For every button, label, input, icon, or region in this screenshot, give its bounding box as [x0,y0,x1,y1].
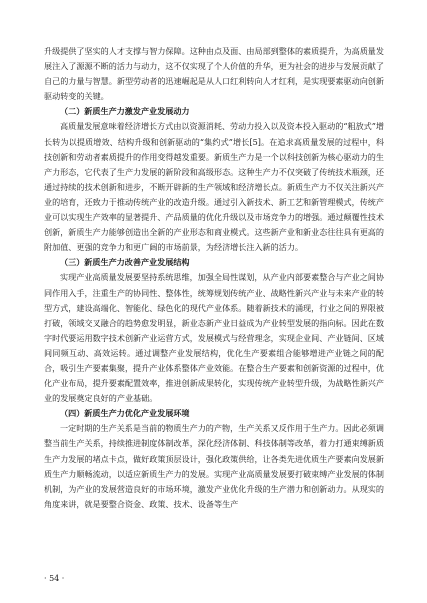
section-heading-industry-environment: （四）新质生产力优化产业发展环境 [60,408,190,419]
page-number: · 54 · [44,574,65,583]
document-page [44,44,384,512]
paragraph-industry-structure: 实现产业高质量发展要坚持系统思维，加强全局性谋划，从产业内部要素整合与产业之间协同作用入手，注重生产的协同性、整体性，统筹规划传统产业、战略性新兴产业与未来产业的转型方式，建设高端化、智能化、绿色化的现代产业体系。随着新技术的涌现，行业之间的界限被打破，领域交叉融合的趋势愈发明显，新业态新产业日益成为产业转型发展的指向标。因此在数字时代要运用数字技术创新产业运营方式，发展模式与经营理念，实现企业间、产业链间、区域间同频互动、高效运转。通过调整产业发展结构，优化生产要素组合能够增进产业链之间的配合，吸引生产要素集聚，提升产业体系整体产业效能。在整合生产要素和创新资源的过程中，优化产业布局，提升要素配置效率，推进创新成果转化，实现传统产业转型升级，为战略性新兴产业的发展奠定良好的产业基础。 [44,272,384,404]
section-heading-industry-structure: （三）新质生产力改善产业发展结构 [60,257,190,268]
paragraph-talent-support: 升级提供了坚实的人才支撑与智力保障。这种由点及面、由局部到整体的素质提升，为高质量发展注入了源源不断的活力与动力，这不仅实现了个人价值的升华，更为社会的进步与发展贡献了自己的力量与智慧。新型劳动者的迅速崛起是从人口红利转向人才红利，是实现要素驱动向创新驱动转变的关键。 [44,46,384,102]
paragraph-industry-environment: 一定时期的生产关系是当前的物质生产力的产物，生产关系又反作用于生产力。因此必须调整当前生产关系，持续推进制度体制改革，深化经济体制、科技体制等改革，着力打通束缚新质生产力发展的堵点卡点，做好政策顶层设计，强化政策供给，让各类先进优质生产要素向发展新质生产力顺畅流动，以适应新质生产力的发展。实现产业高质量发展要打破束缚产业发展的体制机制，为产业的发展营造良好的市场环境，激发产业优化升级的生产潜力和创新动力。从现实的角度来讲，就是要整合资金、政策、技术、设备等生产 [44,423,384,509]
section-heading-industry-motivation: （二）新质生产力激发产业发展动力 [60,106,190,117]
paragraph-industry-motivation: 高质量发展意味着经济增长方式由以资源消耗、劳动力投入以及资本投入驱动的“粗放式”增长转为以提质增效、结构升级和创新驱动的“集约式”增长[5]。在追求高质量发展的过程中，科技创新和劳动者素质提升的作用变得越发重要。新质生产力是一个以科技创新为核心驱动力的生产力形态，它代表了生产力发展的新阶段和高级形态。这种生产力不仅突破了传统技术瓶颈，还通过持续的技术创新和进步，不断开辟新的生产领域和经济增长点。新质生产力不仅关注新兴产业的培育，还致力于推动传统产业的改造升级。通过引入新技术、新工艺和新管理模式，传统产业可以实现生产效率的显著提升、产品质量的优化升级以及市场竞争力的增强。通过颠覆性技术创新，新质生产力能够创造出全新的产业形态和商业模式。这些新产业和新业态往往具有更高的附加值、更强的竞争力和更广阔的市场前景，为经济增长注入新的活力。 [44,121,384,253]
